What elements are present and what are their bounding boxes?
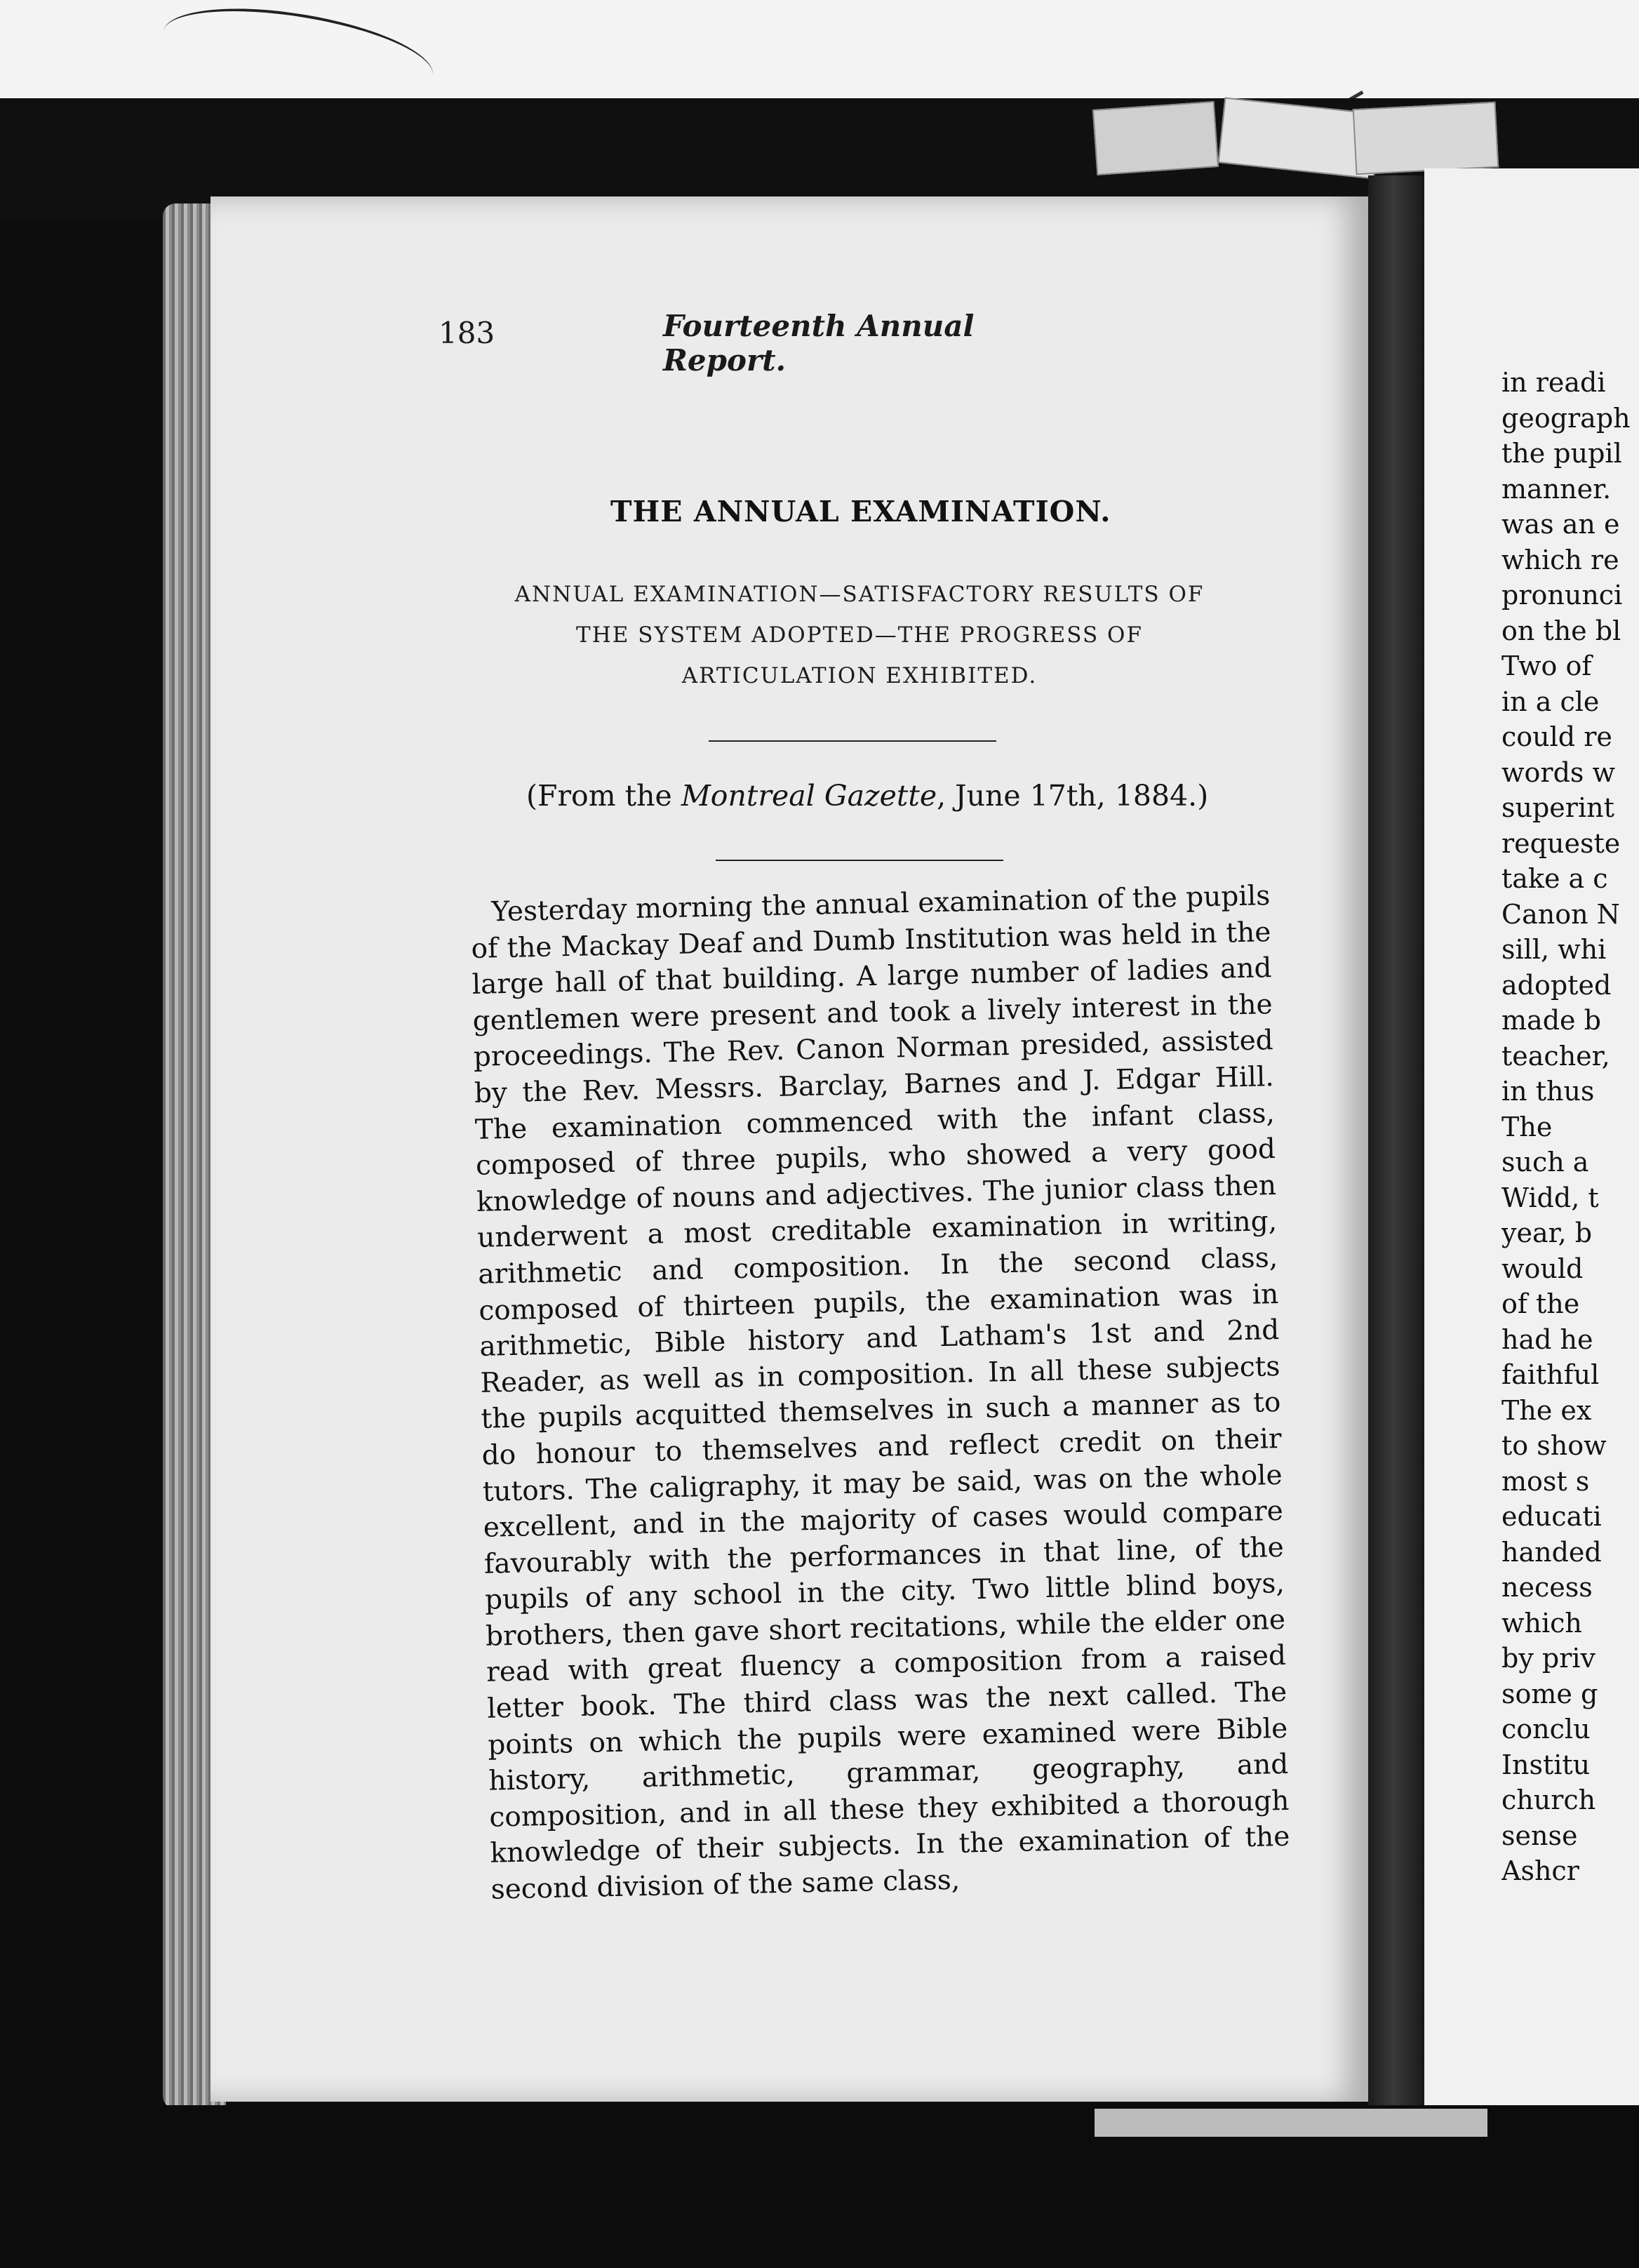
subtitle-line: THE SYSTEM ADOPTED—THE PROGRESS OF xyxy=(576,622,1143,648)
fragment-line: most s xyxy=(1501,1465,1590,1497)
bookmark-ribbon xyxy=(1095,2109,1487,2137)
fragment-line: would xyxy=(1501,1253,1584,1284)
fragment-line: in readi xyxy=(1501,367,1606,398)
fragment-line: in thus xyxy=(1501,1076,1595,1107)
fragment-line: could re xyxy=(1501,721,1612,752)
bookmark-ribbon xyxy=(1353,102,1499,175)
fragment-line: which xyxy=(1501,1607,1582,1639)
source-suffix: , June 17th, 1884.) xyxy=(937,779,1209,813)
fragment-line: of the xyxy=(1501,1288,1580,1319)
fragment-line: in a cle xyxy=(1501,686,1600,717)
fragment-line: manner. xyxy=(1501,473,1612,505)
fragment-line: take a c xyxy=(1501,863,1608,894)
fragment-line: handed xyxy=(1501,1536,1602,1568)
fragment-line: requeste xyxy=(1501,827,1621,859)
fragment-line: made b xyxy=(1501,1005,1601,1036)
fragment-line: Institu xyxy=(1501,1749,1591,1780)
divider-rule xyxy=(716,860,1003,861)
fragment-line: sill, whi xyxy=(1501,934,1607,965)
fragment-line: the pupil xyxy=(1501,438,1622,469)
fragment-line: some g xyxy=(1501,1678,1598,1709)
source-citation xyxy=(526,779,1208,813)
article-title: THE ANNUAL EXAMINATION. xyxy=(610,495,1111,528)
fragment-line: teacher, xyxy=(1501,1040,1610,1072)
source-prefix: (From the xyxy=(526,779,681,813)
book-gutter xyxy=(1368,175,1431,2133)
fragment-line: church xyxy=(1501,1785,1596,1815)
fragment-line: conclu xyxy=(1501,1714,1591,1745)
fragment-line: educati xyxy=(1501,1501,1602,1532)
fragment-line: by priv xyxy=(1501,1643,1595,1674)
fragment-line: The ex xyxy=(1501,1394,1592,1426)
page-header xyxy=(439,309,1070,378)
fragment-line: superint xyxy=(1501,792,1614,823)
article-subtitle xyxy=(449,574,1270,696)
fragment-line: which re xyxy=(1501,544,1619,575)
fragment-line: year, b xyxy=(1501,1218,1593,1248)
article-body: Yesterday morning the annual examination of the pupils of the Mackay Deaf and Dumb Institution was held in the large hall of that building. A large number of ladies and gentlemen were present and took a lively interest in the proceedings. The Rev. Canon Norman presided, assisted by the Rev. Messrs. Barclay, Barnes and J. Edgar Hill. The examination commenced with the infant class, composed of three pupils, who showed a very good knowledge of nouns and adjectives. The junior class then underwent a most creditable examination in writing, arithmetic and composition. In the second class, composed of thirteen pupils, the examination was in arithmetic, Bible history and Latham's 1st and 2nd Reader, as well as in composition. In all these subjects the pupils acquitted themselves in such a manner as to do honour to themselves and reflect credit on their tutors. The caligraphy, it may be said, was on the whole excellent, and in the majority of cases would compare favourably with the performances in that line, of the pupils of any school in the city. Two little blind boys, brothers, then gave short recitations, while the elder one read with great fluency a composition from a raised letter book. The third class was the next called. The points on which the pupils were examined were Bible history, arithmetic, grammar, geography, and composition, and in all these they exhibited a thorough knowledge of their subjects. In the examination of the second division of the same class, xyxy=(471,880,1290,1906)
divider-rule xyxy=(709,740,996,742)
bookmark-ribbon xyxy=(1092,101,1219,175)
subtitle-line: ANNUAL EXAMINATION—SATISFACTORY RESULTS OF xyxy=(514,582,1205,607)
fragment-line: such a xyxy=(1501,1147,1589,1178)
fragment-line: adopted xyxy=(1501,969,1612,1001)
fragment-line: Canon N xyxy=(1501,898,1620,930)
fragment-line: faithful xyxy=(1501,1359,1600,1390)
fragment-line: necess xyxy=(1501,1572,1593,1603)
running-title: Fourteenth Annual Report. xyxy=(663,309,975,378)
pencil-mark xyxy=(157,0,439,113)
fragment-line: had he xyxy=(1501,1323,1593,1355)
fragment-line: on the bl xyxy=(1501,615,1621,646)
source-newspaper: Montreal Gazette xyxy=(681,779,937,813)
subtitle-line: ARTICULATION EXHIBITED. xyxy=(681,663,1038,688)
fragment-line: Ashcr xyxy=(1501,1855,1579,1886)
fragment-line: to show xyxy=(1501,1430,1607,1461)
fragment-line: geograph xyxy=(1501,402,1631,434)
fragment-line: pronunci xyxy=(1501,580,1623,611)
page-number: 183 xyxy=(439,316,495,350)
right-page-text-fragments xyxy=(1501,365,1639,1889)
fragment-line: sense xyxy=(1501,1820,1578,1851)
fragment-line: Two of xyxy=(1501,651,1592,681)
fragment-line: was an e xyxy=(1501,509,1620,540)
fragment-line: The xyxy=(1501,1111,1553,1142)
fragment-line: words w xyxy=(1501,756,1616,788)
fragment-line: Widd, t xyxy=(1501,1182,1599,1213)
